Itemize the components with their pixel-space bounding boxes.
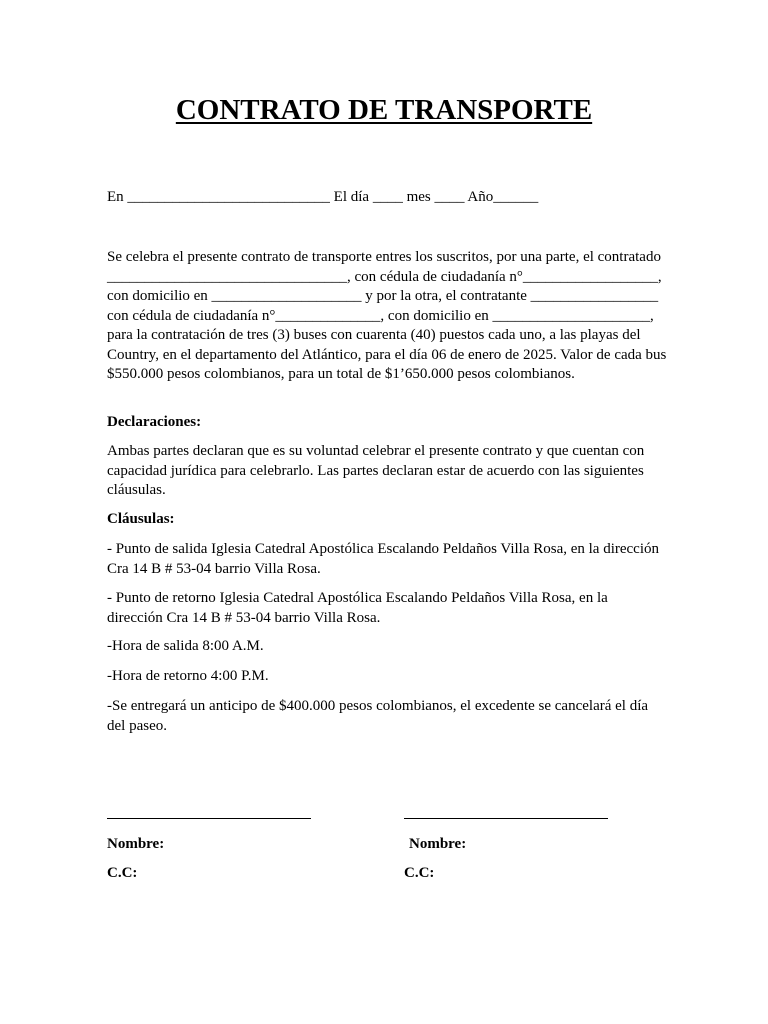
clause-item: - Punto de retorno Iglesia Catedral Apostólica Escalando Peldaños Villa Rosa, en la dirección Cra 14 B # 53-04 barrio Villa Rosa. bbox=[107, 590, 608, 626]
declarations-heading: Declaraciones: bbox=[107, 414, 202, 430]
signature-id-label-left: C.C: bbox=[107, 865, 138, 881]
signature-name-label-right: Nombre: bbox=[409, 836, 467, 852]
signature-line-right bbox=[404, 818, 608, 819]
clause-item: -Se entregará un anticipo de $400.000 pesos colombianos, el excedente se cancelará el día del paseo. bbox=[107, 698, 649, 734]
signature-id-label-right: C.C: bbox=[404, 865, 435, 881]
main-paragraph: Se celebra el presente contrato de transporte entres los suscritos, por una parte, el contratado ________________________________, con cédula de ciudadanía n°__________________, con domicilio en ____________________ y por la otra, el contratante _________________ con cédula de ciudadanía n°______________, con domicilio en _____________________, para la contratación de tres (3) buses con cuarenta (40) puestos cada uno, a las playas del Country, en el departamento del Atlántico, para el día 06 de enero de 2025. Valor de cada bus $550.000 pesos colombianos, para un total de $1’650.000 pesos colombianos. bbox=[107, 249, 667, 382]
clause-item: -Hora de retorno 4:00 P.M. bbox=[107, 668, 269, 684]
signature-line-left bbox=[107, 818, 311, 819]
signature-name-label-left: Nombre: bbox=[107, 836, 165, 852]
declarations-text: Ambas partes declaran que es su voluntad celebrar el presente contrato y que cuentan con capacidad jurídica para celebrarlo. Las partes declaran estar de acuerdo con las siguientes cláusulas. bbox=[107, 443, 645, 498]
clauses-heading: Cláusulas: bbox=[107, 511, 175, 527]
clause-item: - Punto de salida Iglesia Catedral Apostólica Escalando Peldaños Villa Rosa, en la dirección Cra 14 B # 53-04 barrio Villa Rosa. bbox=[107, 541, 660, 577]
document-title: CONTRATO DE TRANSPORTE bbox=[175, 94, 593, 126]
intro-line: En ___________________________ El día ____ mes ____ Año______ bbox=[107, 189, 539, 205]
clause-item: -Hora de salida 8:00 A.M. bbox=[107, 638, 264, 654]
